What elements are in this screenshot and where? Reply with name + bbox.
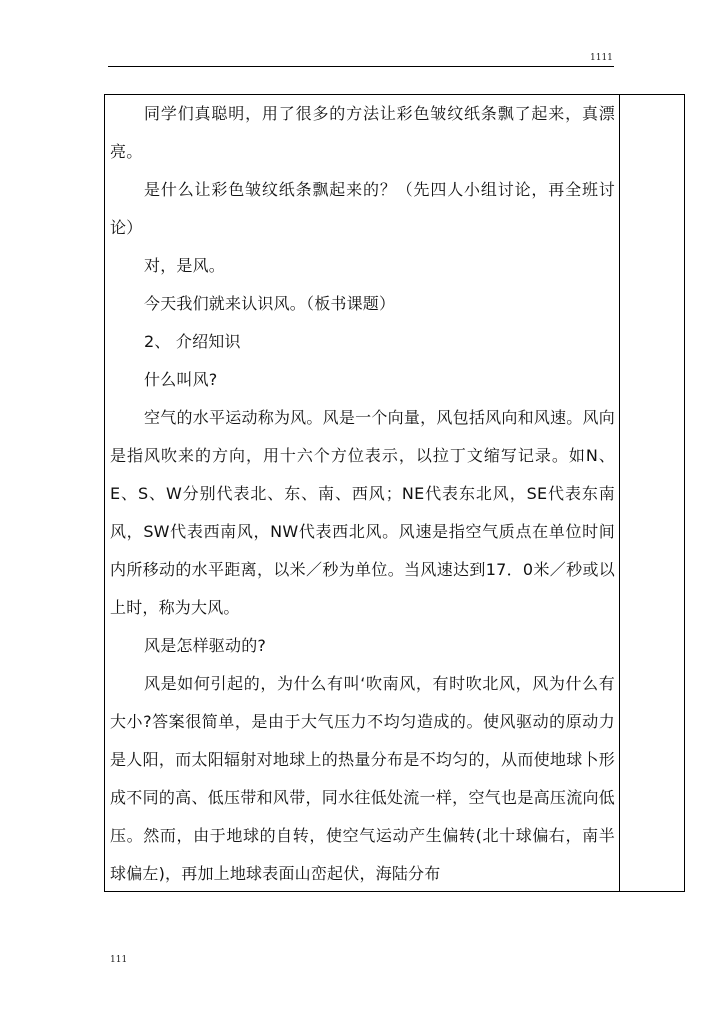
paragraph-intro: 同学们真聪明，用了很多的方法让彩色皱纹纸条飘了起来，真漂亮。 <box>110 104 615 161</box>
paragraph-answer: 对，是风。 <box>144 256 226 275</box>
paragraph-wind-definition: 空气的水平运动称为风。风是一个向量，风包括风向和风速。风向是指风吹来的方向，用十六个方位表示，以拉丁文缩写记录。如N、E、S、W分别代表北、东、南、西风；NE代表东北风，SE代表东南风，SW代表西南风，NW代表西北风。风速是指空气质点在单位时间内所移动的水平距离，以米／秒为单位。当风速达到17．0米／秒或以上时，称为大风。 <box>110 408 615 617</box>
lesson-content <box>110 95 615 893</box>
question-what-is-wind: 什么叫风? <box>144 370 218 389</box>
section-heading: 2、 介绍知识 <box>144 332 241 351</box>
footer-page-number: 111 <box>110 955 128 965</box>
header-page-number: 1111 <box>590 53 613 63</box>
lesson-table <box>104 94 685 892</box>
paragraph-topic: 今天我们就来认识风。（板书课题） <box>144 294 396 313</box>
paragraph-wind-cause: 风是如何引起的，为什么有叫‘吹南风，有时吹北风，风为什么有大小?答案很简单，是由于大气压力不均匀造成的。使风驱动的原动力是人阳，而太阳辐射对地球上的热量分布是不均匀的，从而使地球卜形成不同的高、低压带和风带，同水往低处流一样，空气也是高压流向低压。然而，由于地球的自转，使空气运动产生偏转(北十球偏右，南半球偏左)，再加上地球表面山峦起伏，海陆分布 <box>110 674 615 883</box>
header-rule <box>108 66 614 67</box>
question-how-wind-driven: 风是怎样驱动的? <box>144 636 267 655</box>
paragraph-question: 是什么让彩色皱纹纸条飘起来的？（先四人小组讨论，再全班讨论） <box>110 180 615 237</box>
column-divider <box>619 95 620 891</box>
